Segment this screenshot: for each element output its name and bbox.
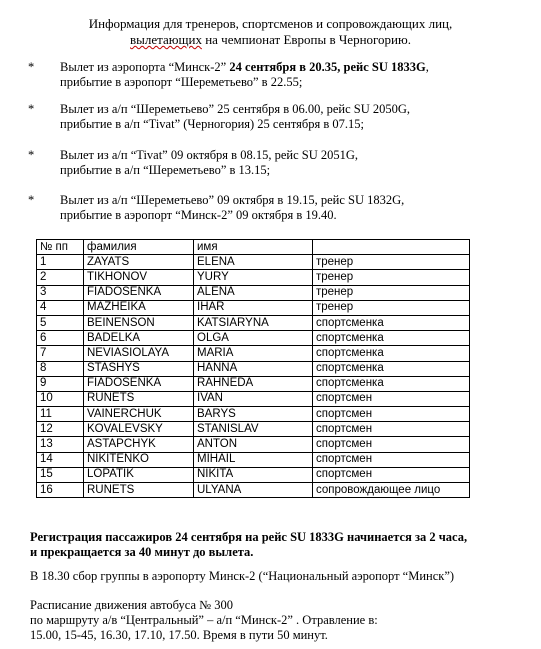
- row-number-cell: 12: [37, 422, 84, 437]
- document-title: [30, 16, 511, 48]
- flight-line-1: [60, 60, 429, 75]
- table-row: [37, 467, 470, 482]
- name-cell: MIHAIL: [194, 452, 313, 467]
- surname-cell: LOPATIK: [84, 467, 194, 482]
- title-line-1: Информация для тренеров, спортсменов и сопровождающих лиц,: [88, 16, 453, 31]
- name-cell: MARIA: [194, 346, 313, 361]
- bus-line-3: 15.00, 15-45, 16.30, 17.10, 17.50. Время в пути 50 минут.: [30, 628, 328, 642]
- flight-line-2: прибытие в аэропорт “Шереметьево” в 22.55;: [60, 75, 303, 89]
- table-row: [37, 391, 470, 406]
- title-line-2-rest: на чемпионат Европы в Черногорию.: [201, 32, 411, 47]
- surname-cell: BEINENSON: [84, 315, 194, 330]
- row-number-cell: 9: [37, 376, 84, 391]
- roster-table: [36, 239, 470, 498]
- flight-line-1: Вылет из а/п “Tivat” 09 октября в 08.15, рейс SU 2051G,: [60, 148, 358, 162]
- surname-cell: FIADOSENKA: [84, 285, 194, 300]
- role-cell: спортсменка: [313, 346, 470, 361]
- flight-line-2: прибытие в а/п “Tivat” (Черногория) 25 сентября в 07.15;: [60, 117, 365, 131]
- row-number-cell: 5: [37, 315, 84, 330]
- flight-line-2: прибытие в а/п “Шереметьево” в 13.15;: [60, 163, 271, 177]
- bus-line-1: Расписание движения автобуса № 300: [30, 598, 233, 612]
- table-row: [37, 452, 470, 467]
- bullet: *: [28, 148, 35, 162]
- table-row: [37, 285, 470, 300]
- title-word-underlined: вылетающих: [130, 32, 202, 47]
- role-cell: спортсмен: [313, 407, 470, 422]
- table-row: [37, 255, 470, 270]
- surname-cell: FIADOSENKA: [84, 376, 194, 391]
- surname-cell: STASHYS: [84, 361, 194, 376]
- name-cell: BARYS: [194, 407, 313, 422]
- surname-cell: ASTAPCHYK: [84, 437, 194, 452]
- name-cell: HANNA: [194, 361, 313, 376]
- role-cell: спортсмен: [313, 452, 470, 467]
- name-cell: STANISLAV: [194, 422, 313, 437]
- table-row: [37, 483, 470, 498]
- table-row: [37, 270, 470, 285]
- name-cell: NIKITA: [194, 467, 313, 482]
- registration-line-2: и прекращается за 40 минут до вылета.: [30, 545, 254, 559]
- table-header-row: [37, 240, 470, 255]
- row-number-cell: 10: [37, 391, 84, 406]
- table-row: [37, 315, 470, 330]
- row-number-cell: 15: [37, 467, 84, 482]
- role-cell: тренер: [313, 285, 470, 300]
- surname-cell: NIKITENKO: [84, 452, 194, 467]
- role-cell: спортсмен: [313, 437, 470, 452]
- flight-line-1: Вылет из а/п “Шереметьево” 25 сентября в 06.00, рейс SU 2050G,: [60, 102, 411, 116]
- header-cell-name: имя: [194, 240, 313, 255]
- row-number-cell: 2: [37, 270, 84, 285]
- role-cell: спортсмен: [313, 422, 470, 437]
- row-number-cell: 13: [37, 437, 84, 452]
- table-row: [37, 361, 470, 376]
- surname-cell: ZAYATS: [84, 255, 194, 270]
- title-line-2: [30, 32, 511, 48]
- flight-text: Вылет из аэропорта “Минск-2”: [60, 60, 230, 74]
- row-number-cell: 7: [37, 346, 84, 361]
- name-cell: ALENA: [194, 285, 313, 300]
- name-cell: IHAR: [194, 300, 313, 315]
- row-number-cell: 16: [37, 483, 84, 498]
- table-row: [37, 437, 470, 452]
- flight-line-2: прибытие в аэропорт “Минск-2” 09 октября в 19.40.: [60, 208, 337, 222]
- role-cell: спортсменка: [313, 331, 470, 346]
- flight-line-1: Вылет из а/п “Шереметьево” 09 октября в 19.15, рейс SU 1832G,: [60, 193, 405, 207]
- table-row: [37, 376, 470, 391]
- role-cell: сопровождающее лицо: [313, 483, 470, 498]
- surname-cell: TIKHONOV: [84, 270, 194, 285]
- header-cell-role: [313, 240, 470, 255]
- row-number-cell: 11: [37, 407, 84, 422]
- flight-text-end: ,: [425, 60, 429, 74]
- table-row: [37, 422, 470, 437]
- row-number-cell: 6: [37, 331, 84, 346]
- role-cell: тренер: [313, 270, 470, 285]
- table-row: [37, 331, 470, 346]
- surname-cell: RUNETS: [84, 483, 194, 498]
- name-cell: ANTON: [194, 437, 313, 452]
- name-cell: RAHNEDA: [194, 376, 313, 391]
- role-cell: спортсменка: [313, 361, 470, 376]
- row-number-cell: 4: [37, 300, 84, 315]
- bullet: *: [28, 193, 35, 207]
- header-cell-number: № пп: [37, 240, 84, 255]
- surname-cell: MAZHEIKA: [84, 300, 194, 315]
- role-cell: тренер: [313, 300, 470, 315]
- name-cell: IVAN: [194, 391, 313, 406]
- surname-cell: KOVALEVSKY: [84, 422, 194, 437]
- table-row: [37, 346, 470, 361]
- table-row: [37, 300, 470, 315]
- name-cell: YURY: [194, 270, 313, 285]
- row-number-cell: 3: [37, 285, 84, 300]
- surname-cell: RUNETS: [84, 391, 194, 406]
- bus-line-2: по маршруту а/в “Центральный” – а/п “Минск-2” . Отравление в:: [30, 613, 378, 627]
- role-cell: спортсменка: [313, 315, 470, 330]
- row-number-cell: 1: [37, 255, 84, 270]
- bullet: *: [28, 102, 35, 116]
- surname-cell: VAINERCHUK: [84, 407, 194, 422]
- row-number-cell: 8: [37, 361, 84, 376]
- role-cell: тренер: [313, 255, 470, 270]
- bullet: *: [28, 60, 35, 74]
- name-cell: ELENA: [194, 255, 313, 270]
- role-cell: спортсмен: [313, 467, 470, 482]
- name-cell: ULYANA: [194, 483, 313, 498]
- meeting-note: В 18.30 сбор группы в аэропорту Минск-2 (“Национальный аэропорт “Минск”): [30, 569, 455, 583]
- name-cell: OLGA: [194, 331, 313, 346]
- flight-bold-text: 24 сентября в 20.35, рейс SU 1833G: [229, 60, 426, 74]
- role-cell: спортсменка: [313, 376, 470, 391]
- table-row: [37, 407, 470, 422]
- row-number-cell: 14: [37, 452, 84, 467]
- header-cell-surname: фамилия: [84, 240, 194, 255]
- name-cell: KATSIARYNA: [194, 315, 313, 330]
- registration-line-1: Регистрация пассажиров 24 сентября на рейс SU 1833G начинается за 2 часа,: [30, 530, 468, 544]
- role-cell: спортсмен: [313, 391, 470, 406]
- surname-cell: BADELKA: [84, 331, 194, 346]
- surname-cell: NEVIASIOLAYA: [84, 346, 194, 361]
